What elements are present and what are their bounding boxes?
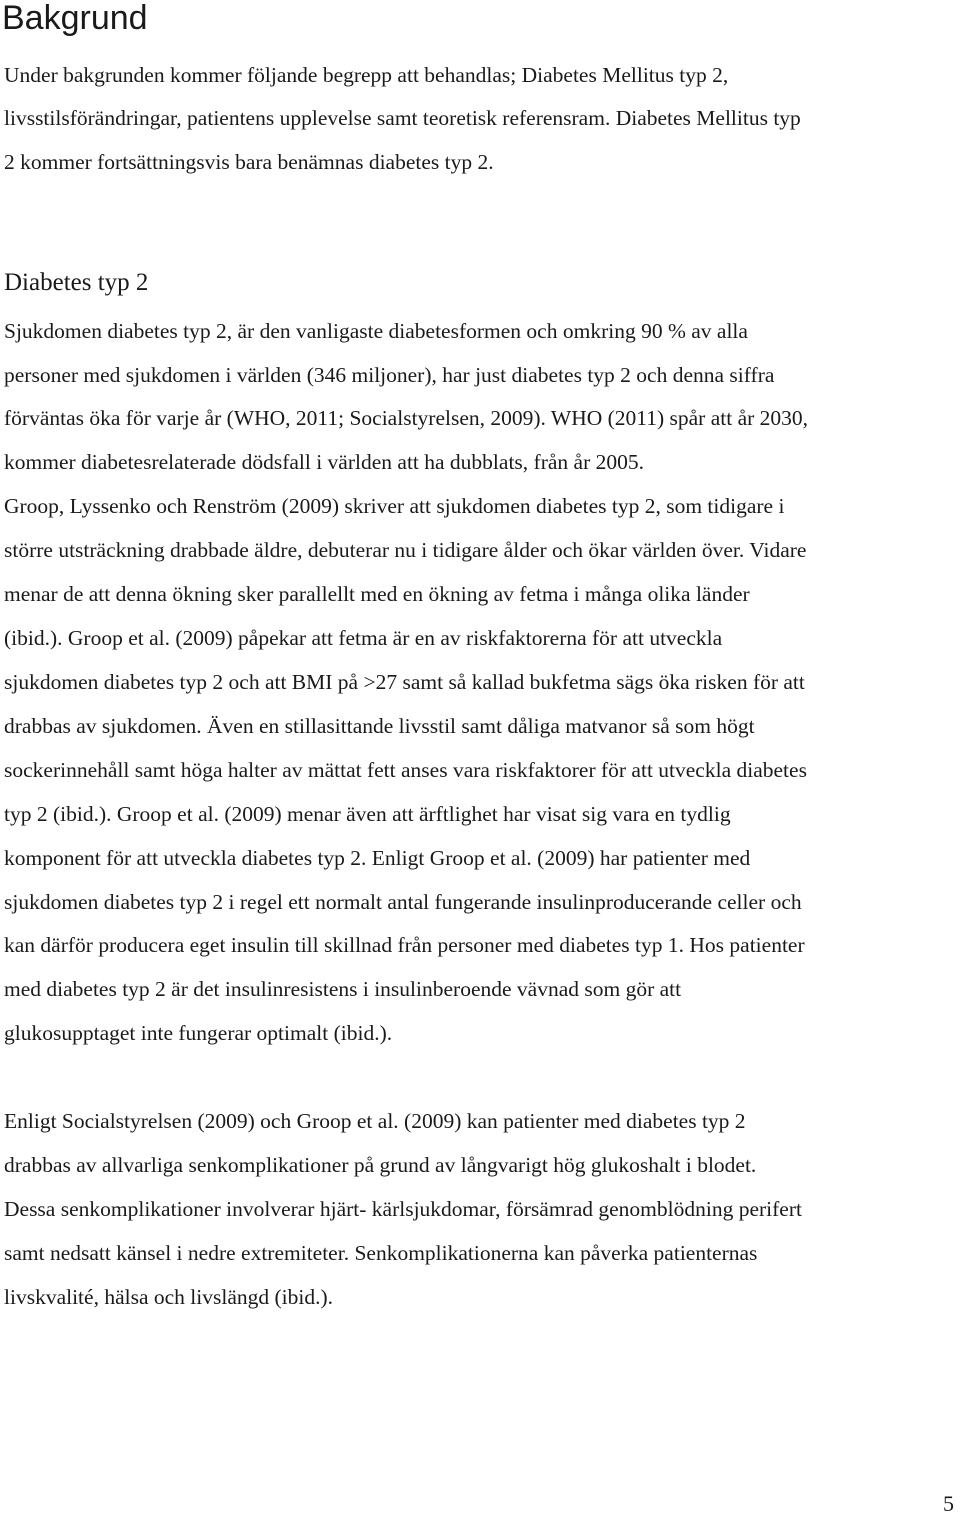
section-subheading: Diabetes typ 2 — [4, 269, 149, 296]
intro-line: Under bakgrunden kommer följande begrepp att behandlas; Diabetes Mellitus typ 2, — [4, 63, 729, 87]
body-line: drabbas av allvarliga senkomplikationer på grund av långvarigt hög glukoshalt i blodet. — [4, 1153, 757, 1177]
body-line: med diabetes typ 2 är det insulinresistens i insulinberoende vävnad som gör att — [4, 977, 682, 1001]
body-line: kommer diabetesrelaterade dödsfall i världen att ha dubblats, från år 2005. — [4, 450, 644, 474]
body-line: Sjukdomen diabetes typ 2, är den vanligaste diabetesformen och omkring 90 % av alla — [4, 319, 748, 343]
body-line: kan därför producera eget insulin till skillnad från personer med diabetes typ 1. Hos patienter — [4, 933, 805, 957]
body-line: sjukdomen diabetes typ 2 i regel ett normalt antal fungerande insulinproducerande celler och — [4, 890, 802, 914]
intro-line: livsstilsförändringar, patientens upplevelse samt teoretisk referensram. Diabetes Mellitus typ — [4, 106, 801, 130]
body-line: sockerinnehåll samt höga halter av mättat fett anses vara riskfaktorer för att utveckla diabetes — [4, 758, 807, 782]
body-line: samt nedsatt känsel i nedre extremiteter. Senkomplikationerna kan påverka patienternas — [4, 1241, 758, 1265]
body-line: menar de att denna ökning sker parallellt med en ökning av fetma i många olika länder — [4, 582, 750, 606]
body-line: Groop, Lyssenko och Renström (2009) skriver att sjukdomen diabetes typ 2, som tidigare i — [4, 494, 785, 518]
body-line: typ 2 (ibid.). Groop et al. (2009) menar även att ärftlighet har visat sig vara en tydlig — [4, 802, 731, 826]
body-line: drabbas av sjukdomen. Även en stillasittande livsstil samt dåliga matvanor så som högt — [4, 714, 755, 738]
page-number: 5 — [943, 1491, 954, 1516]
body-line: sjukdomen diabetes typ 2 och att BMI på >27 samt så kallad bukfetma sägs öka risken för att — [4, 670, 805, 694]
body-line: Enligt Socialstyrelsen (2009) och Groop et al. (2009) kan patienter med diabetes typ 2 — [4, 1109, 746, 1133]
body-line: personer med sjukdomen i världen (346 miljoner), har just diabetes typ 2 och denna siffra — [4, 363, 775, 387]
body-line: komponent för att utveckla diabetes typ 2. Enligt Groop et al. (2009) har patienter med — [4, 846, 751, 870]
body-line: Dessa senkomplikationer involverar hjärt- kärlsjukdomar, försämrad genomblödning perifert — [4, 1197, 802, 1221]
intro-line: 2 kommer fortsättningsvis bara benämnas diabetes typ 2. — [4, 150, 494, 174]
page-heading: Bakgrund — [2, 0, 148, 37]
body-line: livskvalité, hälsa och livslängd (ibid.). — [4, 1285, 334, 1309]
body-line: glukosupptaget inte fungerar optimalt (ibid.). — [4, 1021, 393, 1045]
body-line: förväntas öka för varje år (WHO, 2011; Socialstyrelsen, 2009). WHO (2011) spår att år 2030, — [4, 406, 809, 430]
body-line: större utsträckning drabbade äldre, debuterar nu i tidigare ålder och ökar världen över. Vidare — [4, 538, 807, 562]
body-line: (ibid.). Groop et al. (2009) påpekar att fetma är en av riskfaktorerna för att utveckla — [4, 626, 723, 650]
